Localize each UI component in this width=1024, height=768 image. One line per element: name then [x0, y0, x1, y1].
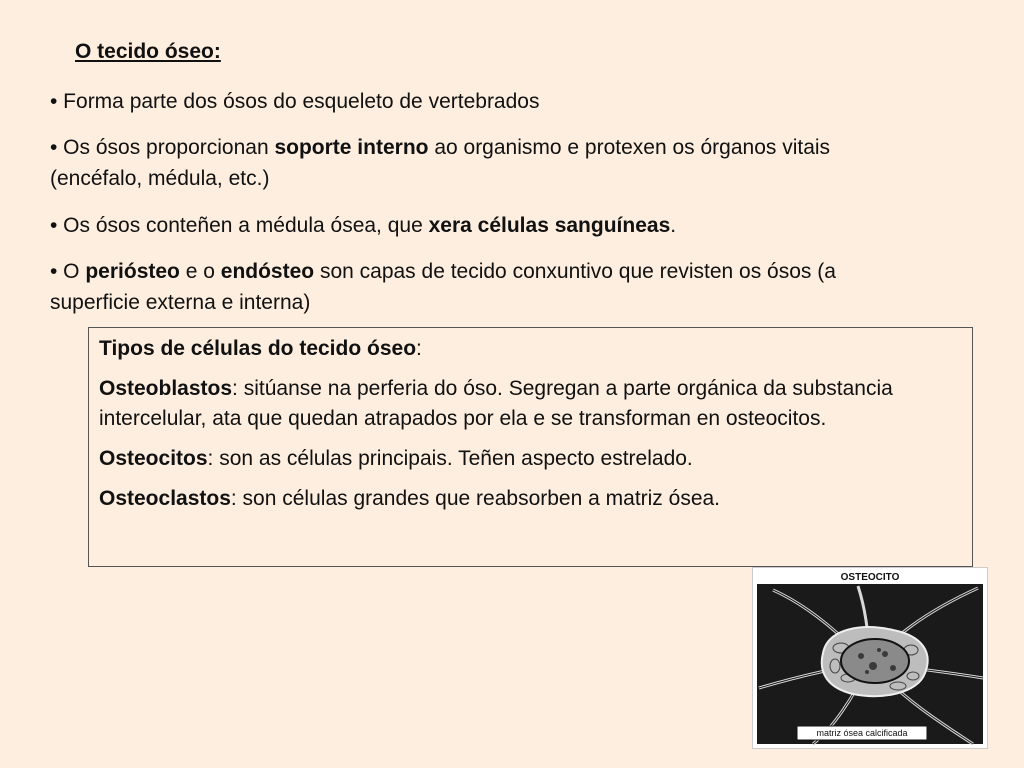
cell-type-description: : son as células principais. Teñen aspecto estrelado. [207, 447, 693, 470]
cell-type-description: : son células grandes que reabsorben a matriz ósea. [230, 487, 721, 510]
bullet-text: • O [50, 260, 86, 283]
figure-label-top: OSTEOCITO [840, 572, 900, 583]
bullet-emphasis: endósteo [220, 260, 315, 283]
bullet-emphasis: soporte interno [274, 136, 429, 159]
cell-type-description: : sitúanse na perferia do óso. Segregan a parte orgánica da substancia intercelular, ata que quedan atrapados por ela e se transforman en osteocitos. [99, 377, 893, 430]
bullet-text: ao organismo e protexen os órganos vitais (encéfalo, médula, etc.) [50, 136, 831, 190]
osteocyte-illustration [753, 568, 987, 748]
cell-type-osteocytes [99, 444, 962, 474]
bullet-marrow [50, 210, 900, 241]
box-heading [99, 334, 962, 364]
figure-label-bottom: matriz ósea calcificada [816, 728, 908, 738]
bullet-text: son capas de tecido conxuntivo que revisten os ósos (a superficie externa e interna) [50, 260, 836, 314]
bullet-text: e o [179, 260, 221, 283]
bullet-emphasis: periósteo [85, 260, 180, 283]
bullet-text: • Os ósos proporcionan [50, 136, 275, 159]
cell-type-term: Osteocitos [99, 447, 208, 470]
box-heading-bold: Tipos de células do tecido óseo [99, 337, 417, 360]
osteocyte-micrograph [752, 567, 988, 749]
cell-type-term: Osteoclastos [99, 487, 231, 510]
bullet-text: • Os ósos conteñen a médula ósea, que [50, 214, 429, 237]
slide-title: O tecido óseo: [75, 40, 221, 63]
cell-type-term: Osteoblastos [99, 377, 233, 400]
bullet-text: . [670, 214, 677, 237]
box-heading-colon: : [416, 337, 422, 360]
bullet-skeleton [50, 86, 900, 117]
bullet-emphasis: xera células sanguíneas [428, 214, 671, 237]
cell-type-osteoblasts [99, 374, 962, 434]
cell-type-osteoclasts [99, 484, 962, 514]
bullet-periosteum [50, 256, 900, 318]
bullet-support [50, 132, 900, 194]
cell-types-box [88, 327, 973, 567]
bullet-text: • Forma parte dos ósos do esqueleto de vertebrados [50, 90, 540, 113]
